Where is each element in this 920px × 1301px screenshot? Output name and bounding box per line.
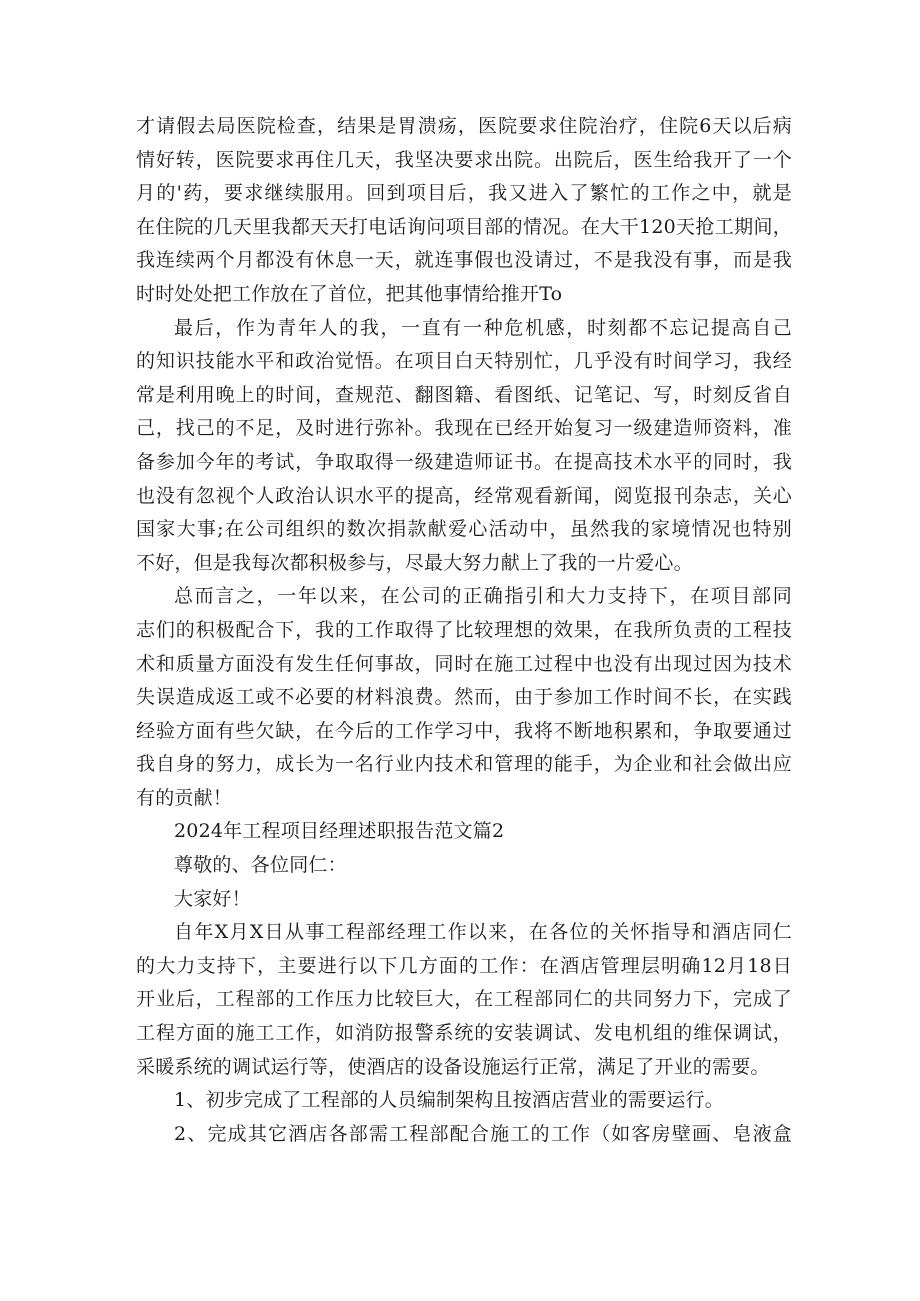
text-line: 开业后，工程部的工作压力比较巨大，在工程部同仁的共同努力下，完成了 — [136, 988, 792, 1011]
text-line: 我自身的努力，成长为一名行业内技术和管理的能手，为企业和社会做出应 — [136, 753, 792, 776]
text-line: 时时处处把工作放在了首位，把其他事情给推开To — [136, 282, 563, 305]
text-line: 的大力支持下，主要进行以下几方面的工作：在酒店管理层明确12月18日 — [136, 954, 792, 977]
section-heading — [136, 815, 792, 849]
text-line: 己，找己的不足，及时进行弥补。我现在已经开始复习一级建造师资料，准 — [136, 417, 792, 440]
greeting — [136, 883, 792, 917]
text-line: 最后，作为青年人的我，一直有一种危机感，时刻都不忘记提高自己 — [174, 316, 792, 339]
paragraph-engineering — [136, 916, 792, 1084]
text-line: 国家大事;在公司组织的数次捐款献爱心活动中，虽然我的家境情况也特别 — [136, 518, 792, 541]
text-line: 2、完成其它酒店各部需工程部配合施工的工作（如客房壁画、皂液盒 — [174, 1122, 792, 1145]
text-line: 在住院的几天里我都天天打电话询问项目部的情况。在大干120天抢工期间， — [136, 215, 792, 238]
text-line: 常是利用晚上的时间，查规范、翻图籍、看图纸、记笔记、写，时刻反省自 — [136, 383, 792, 406]
text-line: 备参加今年的考试，争取取得一级建造师证书。在提高技术水平的同时，我 — [136, 450, 792, 473]
text-line: 才请假去局医院检查，结果是胃溃疡，医院要求住院治疗，住院6天以后病 — [136, 115, 792, 137]
text-line: 尊敬的、各位同仁： — [174, 854, 347, 877]
text-line: 采暖系统的调试运行等，使酒店的设备设施运行正常，满足了开业的需要。 — [136, 1055, 770, 1078]
list-item-1 — [136, 1084, 792, 1118]
text-line: 失误造成返工或不必要的材料浪费。然而，由于参加工作时间不长，在实践 — [136, 686, 792, 709]
text-line: 情好转，医院要求再住几天，我坚决要求出院。出院后，医生给我开了一个 — [136, 148, 792, 171]
text-line: 工程方面的施工工作，如消防报警系统的安装调试、发电机组的维保调试， — [136, 1022, 792, 1045]
text-line: 我连续两个月都没有休息一天，就连事假也没请过，不是我没有事，而是我 — [136, 249, 792, 272]
text-line: 2024年工程项目经理述职报告范文篇2 — [174, 820, 505, 843]
text-line: 志们的积极配合下，我的工作取得了比较理想的效果，在我所负责的工程技 — [136, 618, 792, 641]
text-line: 大家好！ — [174, 887, 251, 910]
text-line: 自年X月X日从事工程部经理工作以来，在各位的关怀指导和酒店同仁 — [174, 921, 792, 944]
salutation — [136, 849, 792, 883]
text-line: 术和质量方面没有发生任何事故，同时在施工过程中也没有出现过因为技术 — [136, 652, 792, 675]
paragraph-summary — [136, 580, 792, 815]
text-line: 不好，但是我每次都积极参与，尽最大努力献上了我的一片爱心。 — [136, 551, 693, 574]
text-line: 总而言之，一年以来，在公司的正确指引和大力支持下，在项目部同 — [174, 585, 792, 608]
paragraph-study — [136, 312, 792, 581]
text-line: 有的贡献！ — [136, 786, 233, 809]
text-line: 经验方面有些欠缺，在今后的工作学习中，我将不断地积累和，争取要通过 — [136, 719, 792, 742]
list-item-2 — [136, 1118, 792, 1152]
paragraph-hospital — [136, 110, 792, 312]
text-line: 1、初步完成了工程部的人员编制架构且按酒店营业的需要运行。 — [174, 1089, 724, 1112]
text-line: 月的'药，要求继续服用。回到项目后，我又进入了繁忙的工作之中，就是 — [136, 182, 792, 205]
text-line: 的知识技能水平和政治觉悟。在项目白天特别忙，几乎没有时间学习，我经 — [136, 350, 792, 373]
document-body — [136, 110, 792, 1151]
text-line: 也没有忽视个人政治认识水平的提高，经常观看新闻，阅览报刊杂志，关心 — [136, 484, 792, 507]
